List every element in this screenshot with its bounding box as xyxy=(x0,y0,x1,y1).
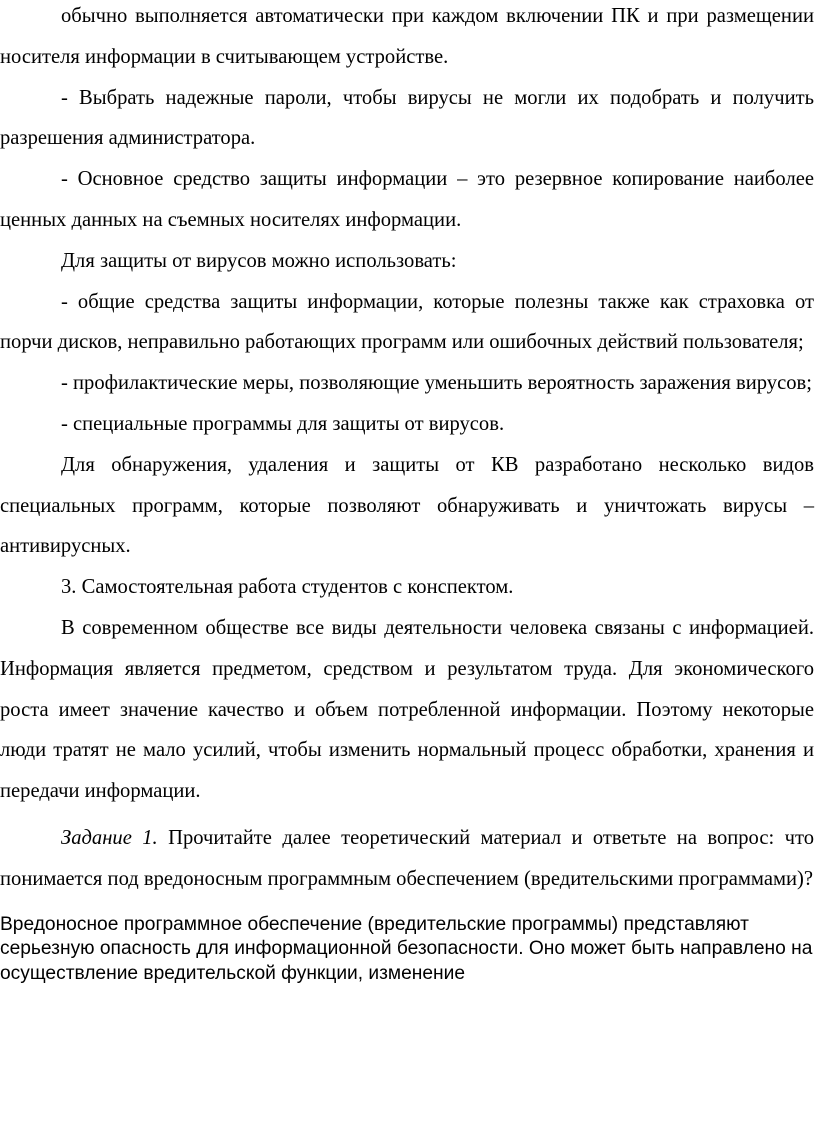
task-paragraph xyxy=(0,818,816,900)
paragraph-self-study: 3. Самостоятельная работа студентов с конспектом. xyxy=(61,576,514,599)
paragraph-information-society: В современном обществе все виды деятельности человека связаны с информацией. Информация является предметом, средством и результатом труда. Для экономического роста имеет значение качество и объем потребленной информации. Поэтому некоторые люди тратят не мало усилий, чтобы изменить нормальный процесс обработки, хранения и передачи информации. xyxy=(0,616,814,803)
paragraph-backup: - Основное средство защиты информации – это резервное копирование наиболее ценных данных на съемных носителях информации. xyxy=(0,168,814,231)
task-text: Прочитайте далее теоретический материал и ответьте на вопрос: что понимается под вредоносным программным обеспечением (вредительскими программами)? xyxy=(0,826,814,890)
paragraph-preventive-measures: - профилактические меры, позволяющие уменьшить вероятность заражения вирусов; xyxy=(61,372,812,395)
paragraph-passwords: - Выбрать надежные пароли, чтобы вирусы не могли их подобрать и получить разрешения администратора. xyxy=(0,86,814,150)
paragraph-special-programs: - специальные программы для защиты от вирусов. xyxy=(61,412,505,435)
paragraph-protection-intro: Для защиты от вирусов можно использовать: xyxy=(61,249,457,272)
paragraph-general-means: - общие средства защиты информации, которые полезны также как страховка от порчи дисков, неправильно работающих программ или ошибочных действий пользователя; xyxy=(0,290,814,354)
task-label: Задание 1. xyxy=(61,826,158,849)
paragraph-antivirus-types: Для обнаружения, удаления и защиты от КВ разработано несколько видов специальных программ, которые позволяют обнаруживать и уничтожать вирусы – антивирусных. xyxy=(0,453,814,558)
paragraph-malware-definition: Вредоносное программное обеспечение (вредительские программы) представляют серьезную опасность для информационной безопасности. Оно может быть направлено на осуществление вредительской функции, изменение xyxy=(0,913,813,984)
paragraph-autocheck: обычно выполняется автоматически при каждом включении ПК и при размещении носителя информации в считывающем устройстве. xyxy=(0,5,814,68)
